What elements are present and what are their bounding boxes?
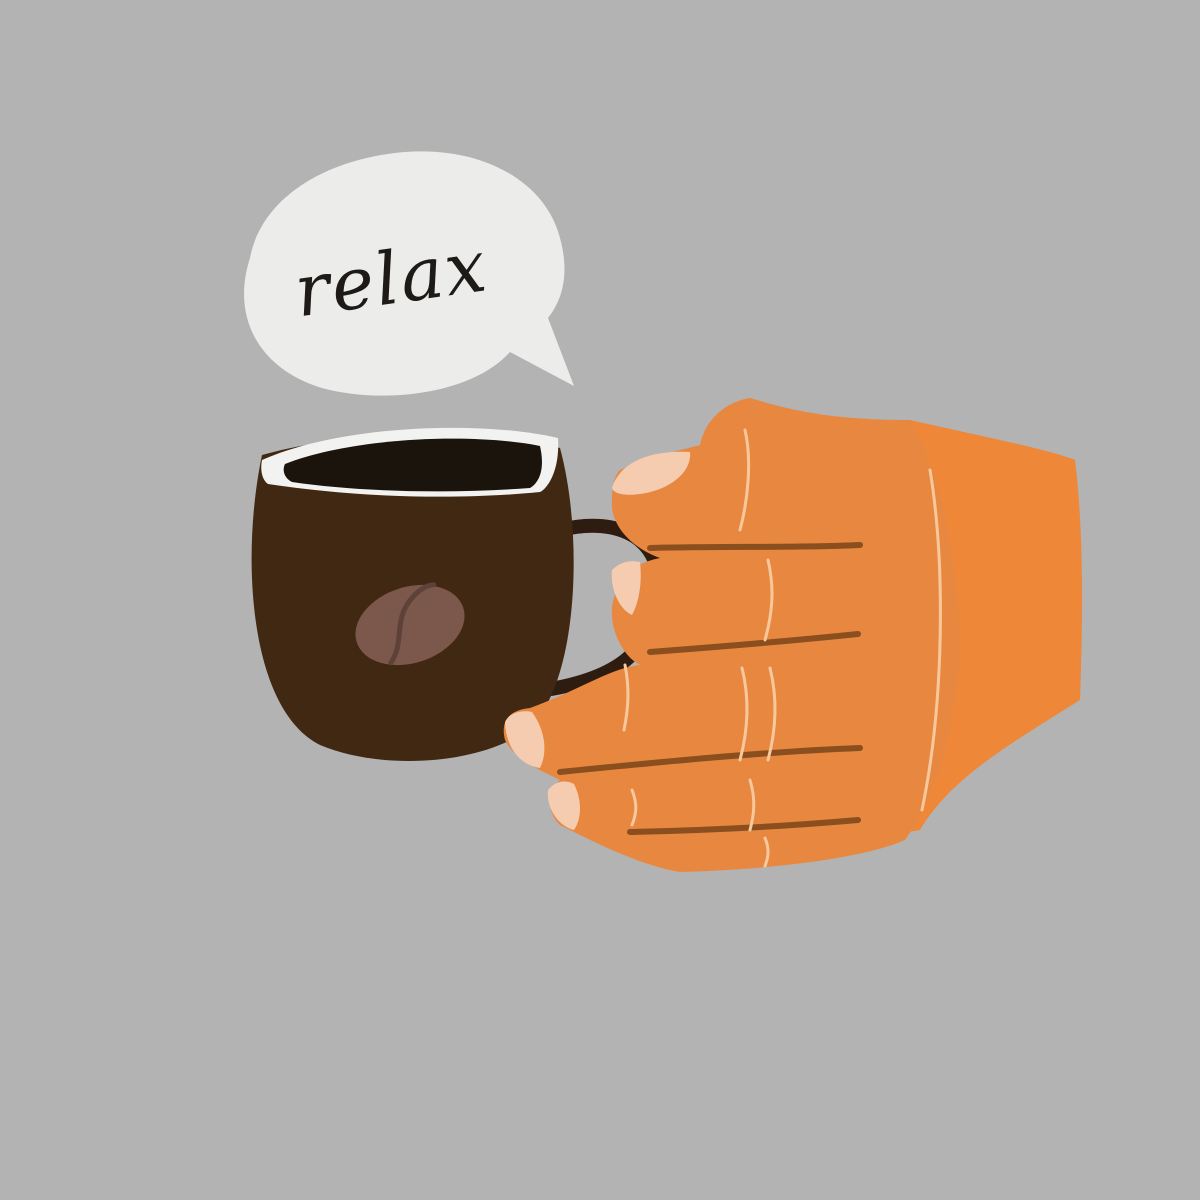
finger-gap <box>650 545 860 548</box>
bubble-text: relax <box>289 223 493 334</box>
